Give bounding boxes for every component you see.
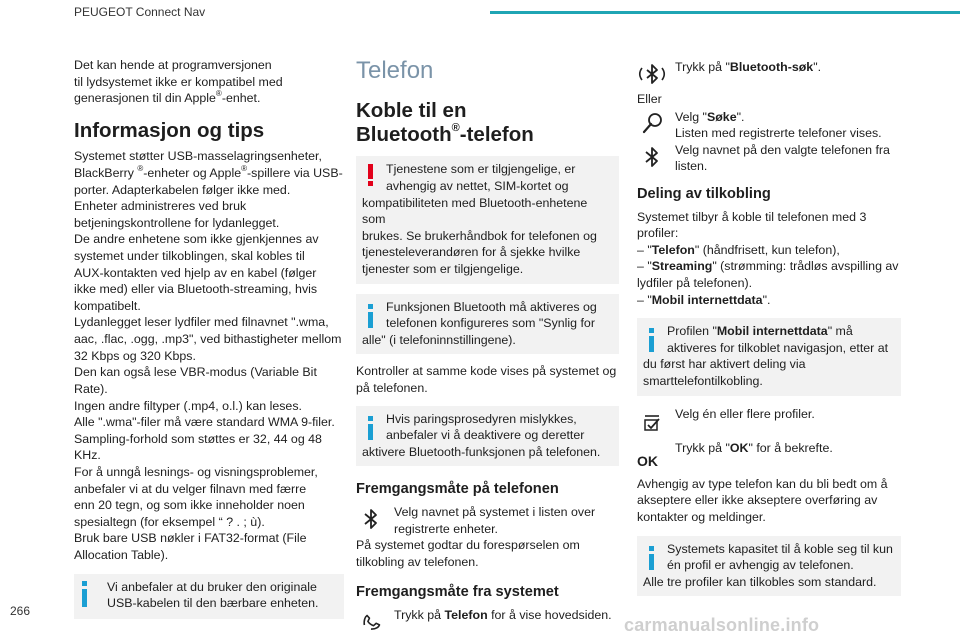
text-line: spesialtegn (for eksempel “ ? . ; ù). <box>74 514 265 529</box>
text-line: registrerte enheter. <box>394 521 499 536</box>
text-line: anbefaler vi at du velger filnavn med færre <box>74 481 307 496</box>
text-line: aktiveres for tilkoblet navigasjon, etter at <box>667 340 889 355</box>
or-label: Eller <box>637 92 662 106</box>
text-line: Den kan også lese VBR-modus (Variable Bit <box>74 365 317 380</box>
text-line: Velg navnet på den valgte telefonen fra <box>675 142 890 157</box>
bluetooth-icon <box>637 142 667 172</box>
text-line: telefonen konfigureres som "Synlig for <box>386 316 595 331</box>
text-line: avhengig av nettet, SIM-kortet og <box>386 178 569 193</box>
heading-line: Bluetooth <box>356 122 452 146</box>
tip-box-usb <box>74 574 344 619</box>
text-line: systemet under tilkoblingen, skal kobles til <box>74 249 305 264</box>
info-icon <box>649 328 654 352</box>
text-line: De andre enhetene som ikke gjenkjennes av <box>74 232 319 247</box>
text-line: Allocation Table). <box>74 548 169 563</box>
column-1 <box>74 57 344 619</box>
text-line: kontakter og meldinger. <box>637 509 766 524</box>
text-line: tilkobling av telefonen. <box>356 554 479 569</box>
bold-term: Telefon <box>444 607 488 622</box>
search-icon <box>637 109 667 139</box>
step-select-system <box>356 504 619 537</box>
text-line: Alle tre profiler kan tilkobles som standard. <box>643 574 877 589</box>
text-fragment: " for å bekrefte. <box>748 440 833 455</box>
text-line: ikke med) eller via Bluetooth-streaming, hvis <box>74 282 318 297</box>
text-line: Rate). <box>74 381 108 396</box>
text-line: 32 Kbps og 320 Kbps. <box>74 348 196 363</box>
text-line: Systemet støtter USB-masselagringsenheter, <box>74 149 322 164</box>
text-line: én profil er avhengig av telefonen. <box>667 558 854 573</box>
warning-icon <box>368 164 373 186</box>
bold-term: Søke <box>706 109 737 124</box>
registered-mark: ® <box>215 89 222 99</box>
text-line: Avhengig av type telefon kan du bli bedt om å <box>637 476 888 491</box>
text-line: Hvis paringsprosedyren mislykkes, <box>386 411 577 426</box>
profiles-intro <box>637 209 901 309</box>
bold-term: Bluetooth-søk <box>729 60 814 74</box>
text-fragment: " (håndfrisett, kun telefon), <box>694 242 840 257</box>
text-fragment: ". <box>736 109 745 124</box>
text-fragment: " (strømming: trådløs avspilling av <box>712 259 899 274</box>
text-line: aac, .flac, .ogg, .mp3", ved bithastigheter mellom <box>74 332 342 347</box>
bluetooth-search-icon <box>637 59 667 89</box>
heading-line: Koble til en <box>356 99 467 123</box>
text-line: -spillere via USB- <box>247 166 343 180</box>
info-box-mobile-data <box>637 318 901 395</box>
step-press-telefon <box>356 607 619 637</box>
ok-icon: OK <box>637 452 658 469</box>
text-line: KHz. <box>74 448 101 463</box>
text-line: Funksjonen Bluetooth må aktiveres og <box>386 299 597 314</box>
text-line: tjenesteleverandøren for å sjekke hvilke <box>362 245 581 260</box>
bold-term: Mobil internettdata <box>716 324 828 339</box>
step-confirm-ok <box>637 440 901 470</box>
column-2 <box>356 55 619 637</box>
text-fragment: Trykk på " <box>675 440 730 455</box>
accept-paragraph <box>356 537 619 570</box>
text-fragment: ". <box>813 60 822 74</box>
text-line: -enhet. <box>221 91 261 106</box>
info-box-profiles <box>637 536 901 597</box>
profile-item-telefon: – "Telefon" (håndfrisett, kun telefon), <box>637 242 840 257</box>
section-title-telefon: Telefon <box>356 57 434 84</box>
text-line: Bruk bare USB nøkler i FAT32-format (File <box>74 531 307 546</box>
text-line: til lydsystemet ikke er kompatibel med <box>74 74 283 89</box>
text-line: aktivere Bluetooth-funksjonen på telefonen. <box>362 444 601 459</box>
heading-deling: Deling av tilkobling <box>637 186 771 203</box>
header-accent-bar <box>490 11 960 14</box>
text-line: profiler: <box>637 226 679 241</box>
text-fragment: for å vise hovedsiden. <box>487 607 612 622</box>
info-icon <box>368 416 373 440</box>
phone-icon <box>356 607 386 637</box>
text-fragment: ". <box>762 292 771 307</box>
intro-paragraph <box>74 57 344 107</box>
bold-term: OK <box>729 440 749 455</box>
step-select-profiles <box>637 406 901 436</box>
text-line: kompatibelt. <box>74 298 141 313</box>
text-fragment: Profilen " <box>667 324 717 339</box>
text-line: kompatibiliteten med Bluetooth-enhetene som <box>362 195 588 227</box>
text-line: Vi anbefaler at du bruker den originale <box>107 579 317 594</box>
info-icon <box>649 546 654 570</box>
text-line: BlackBerry <box>74 166 138 180</box>
text-line: listen. <box>675 159 708 174</box>
profile-item-mobil: – "Mobil internettdata". <box>637 292 771 307</box>
profile-item-streaming: – "Streaming" (strømming: trådløs avspilling av <box>637 259 899 274</box>
step-search <box>637 109 901 142</box>
registered-mark: ® <box>137 164 144 173</box>
text-line: Systemet tilbyr å koble til telefonen med 3 <box>637 209 867 224</box>
heading-informasjon: Informasjon og tips <box>74 118 265 142</box>
heading-proc-system: Fremgangsmåte fra systemet <box>356 584 559 601</box>
heading-line: -telefon <box>459 122 534 146</box>
heading-koble-til <box>356 99 619 146</box>
step-select-phone <box>637 142 901 175</box>
text-line: betjeningskontrollene for lydanlegget. <box>74 215 280 230</box>
text-line: brukes. Se brukerhåndbok for telefonen og <box>362 228 597 243</box>
info-icon <box>82 581 87 607</box>
text-fragment: " må <box>827 324 853 339</box>
text-fragment: Trykk på " <box>675 60 730 74</box>
text-line: Systemets kapasitet til å koble seg til kun <box>667 541 893 556</box>
text-fragment: Velg " <box>675 109 707 124</box>
text-line: Listen med registrerte telefoner vises. <box>675 126 882 141</box>
text-line: Kontroller at samme kode vises på systemet og <box>356 364 617 379</box>
text-line: På systemet godtar du forespørselen om <box>356 538 580 553</box>
text-line: USB-kabelen til den bærbare enheten. <box>107 596 319 611</box>
bold-term: Streaming <box>651 259 713 274</box>
text-line: Velg én eller flere profiler. <box>675 406 815 421</box>
column-3 <box>637 59 901 596</box>
text-line: For å unngå lesnings- og visningsproblemer, <box>74 464 318 479</box>
text-line: enn 20 tegn, og som ikke inneholder noen <box>74 498 305 513</box>
running-header: PEUGEOT Connect Nav <box>74 5 206 19</box>
text-line: akseptere eller ikke akseptere overføring av <box>637 493 878 508</box>
text-line: anbefaler vi å deaktivere og deretter <box>386 428 585 443</box>
text-line: Velg navnet på systemet i listen over <box>394 504 596 519</box>
step-bluetooth-search <box>637 59 901 91</box>
check-code-paragraph <box>356 363 619 396</box>
watermark: carmanualsonline.info <box>624 615 820 635</box>
text-fragment: Trykk på <box>394 607 445 622</box>
text-line: generasjonen til din Apple <box>74 91 216 106</box>
text-line: porter. Adapterkabelen følger ikke med. <box>74 182 291 197</box>
info-icon <box>368 304 373 328</box>
text-line: Det kan hende at programversjonen <box>74 58 272 72</box>
registered-mark: ® <box>241 164 247 173</box>
text-line: Sampling-forhold som støttes er 32, 44 og 48 <box>74 431 322 446</box>
warning-box <box>356 156 619 283</box>
checklist-icon <box>637 406 667 436</box>
page-number: 266 <box>10 604 31 618</box>
heading-proc-phone: Fremgangsmåte på telefonen <box>356 481 559 498</box>
text-line: du først har aktivert deling via <box>643 357 806 372</box>
text-line: Enheter administreres ved bruk <box>74 199 247 214</box>
text-line: AUX-kontakten ved hjelp av en kabel (følger <box>74 265 317 280</box>
bluetooth-icon <box>356 504 386 534</box>
text-line: Alle ".wma"-filer må være standard WMA 9-filer. <box>74 415 335 430</box>
bold-term: Telefon <box>651 242 695 257</box>
text-line: smarttelefontilkobling. <box>643 374 763 389</box>
bold-term: Mobil internettdata <box>651 292 763 307</box>
text-line: alle" (i telefoninnstillingene). <box>362 332 516 347</box>
acceptance-paragraph <box>637 476 901 526</box>
text-line: Lydanlegget leser lydfiler med filnavnet ".wma, <box>74 315 329 330</box>
registered-mark: ® <box>451 121 460 134</box>
text-line: Tjenestene som er tilgjengelige, er <box>386 162 576 177</box>
info-body <box>74 148 344 563</box>
info-box-pairing <box>356 406 619 467</box>
text-line: lydfiler på telefonen). <box>637 276 753 291</box>
text-line: på telefonen. <box>356 380 428 395</box>
text-line: tjenester som er tilgjengelige. <box>362 261 524 276</box>
text-line: Ingen andre filtyper (.mp4, o.l.) kan leses. <box>74 398 302 413</box>
info-box-bluetooth <box>356 294 619 355</box>
text-line: -enheter og Apple <box>143 166 242 180</box>
